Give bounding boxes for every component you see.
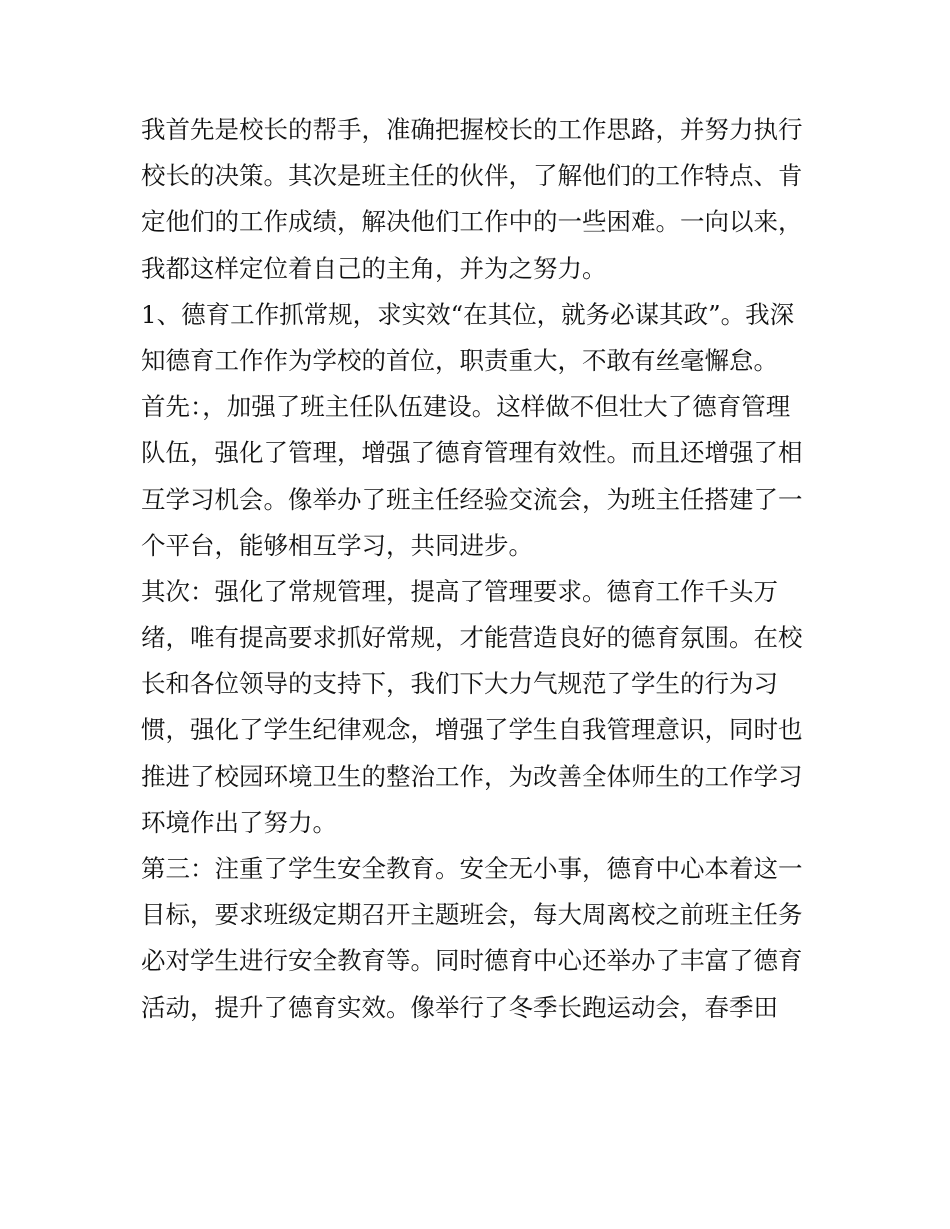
text-line: 定他们的工作成绩，解决他们工作中的一些困难。一向以来， bbox=[141, 207, 803, 237]
text-line: 必对学生进行安全教育等。同时德育中心还举办了丰富了德育 bbox=[141, 946, 803, 976]
text-line: 推进了校园环境卫生的整治工作，为改善全体师生的工作学习 bbox=[141, 761, 803, 791]
text-line: 第三：注重了学生安全教育。安全无小事，德育中心本着这一 bbox=[141, 854, 803, 883]
text-line: 我都这样定位着自己的主角，并为之努力。 bbox=[141, 253, 607, 283]
text-line: 长和各位领导的支持下，我们下大力气规范了学生的行为习 bbox=[141, 669, 778, 699]
text-line: 队伍，强化了管理，增强了德育管理有效性。而且还增强了相 bbox=[141, 438, 803, 468]
text-line: 校长的决策。其次是班主任的伙伴，了解他们的工作特点、肯 bbox=[141, 161, 803, 191]
text-line: 我首先是校长的帮手，准确把握校长的工作思路，并努力执行 bbox=[141, 115, 803, 144]
text-line: 个平台，能够相互学习，共同进步。 bbox=[141, 530, 533, 560]
text-line: 1、德育工作抓常规，求实效“在其位，就务必谋其政”。我深 bbox=[141, 299, 795, 329]
text-line: 首先：，加强了班主任队伍建设。这样做不但壮大了德育管理 bbox=[141, 392, 791, 422]
text-line: 活动，提升了德育实效。像举行了冬季长跑运动会，春季田 bbox=[141, 992, 778, 1022]
text-line: 互学习机会。像举办了班主任经验交流会，为班主任搭建了一 bbox=[141, 484, 803, 514]
text-line: 绪，唯有提高要求抓好常规，才能营造良好的德育氛围。在校 bbox=[141, 623, 803, 653]
text-line: 环境作出了努力。 bbox=[141, 807, 337, 837]
text-line: 其次：强化了常规管理，提高了管理要求。德育工作千头万 bbox=[141, 576, 778, 606]
text-line: 目标，要求班级定期召开主题班会，每大周离校之前班主任务 bbox=[141, 900, 803, 930]
text-line: 惯，强化了学生纪律观念，增强了学生自我管理意识，同时也 bbox=[141, 715, 803, 745]
text-line: 知德育工作作为学校的首位，职责重大，不敢有丝毫懈怠。 bbox=[141, 345, 778, 375]
body-text bbox=[141, 107, 821, 1031]
